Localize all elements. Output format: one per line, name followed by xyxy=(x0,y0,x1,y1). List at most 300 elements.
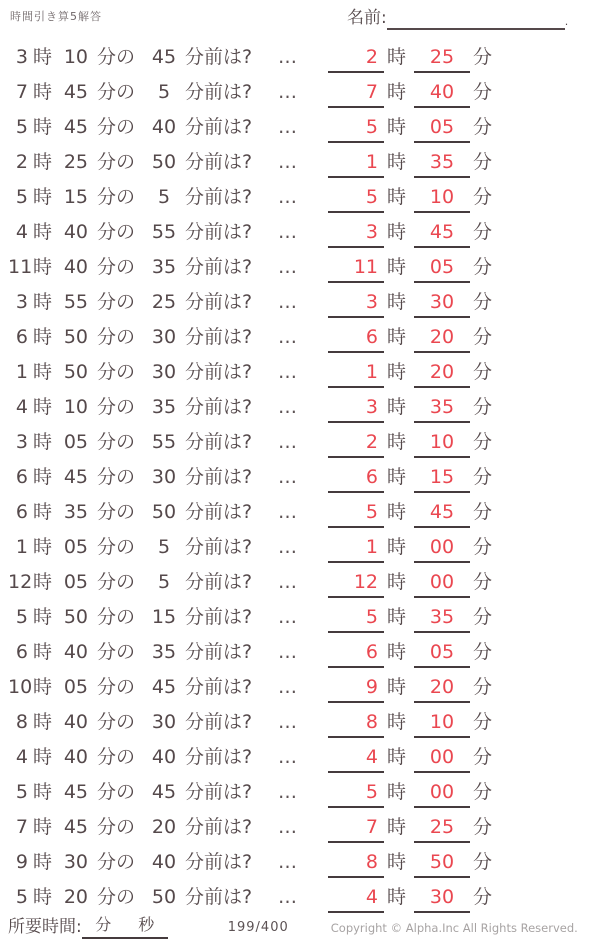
minute-suffix-label: 分 xyxy=(473,501,493,523)
answer-hour-blank xyxy=(328,845,384,880)
hour-suffix-label: 時 xyxy=(387,361,407,383)
answer-minute-blank xyxy=(414,75,470,110)
problem-row xyxy=(0,390,600,425)
answer-hour-value: 5 xyxy=(328,781,384,808)
ellipsis: … xyxy=(278,396,298,418)
hour-suffix-label: 時 xyxy=(33,781,53,803)
ellipsis: … xyxy=(278,851,298,873)
time-required-label: 所要時間: xyxy=(8,917,82,937)
minutes-before-question-label: 分前は? xyxy=(185,116,253,138)
hour-suffix-label: 時 xyxy=(33,571,53,593)
minutes-unit-label: 分 xyxy=(95,915,112,934)
minutes-before-question-label: 分前は? xyxy=(185,711,253,733)
answer-minute-value: 35 xyxy=(414,151,470,178)
answer-minute-value: 30 xyxy=(414,886,470,913)
hour-suffix-label: 時 xyxy=(387,81,407,103)
minutes-before-question-label: 分前は? xyxy=(185,746,253,768)
answer-hour-value: 2 xyxy=(328,431,384,458)
hour-suffix-label: 時 xyxy=(33,291,53,313)
problem-minute: 35 xyxy=(63,501,88,523)
ellipsis: … xyxy=(278,46,298,68)
hour-suffix-label: 時 xyxy=(387,116,407,138)
subtract-minutes: 5 xyxy=(157,536,171,558)
answer-minute-blank xyxy=(414,145,470,180)
hour-suffix-label: 時 xyxy=(387,781,407,803)
hour-suffix-label: 時 xyxy=(387,396,407,418)
ellipsis: … xyxy=(278,431,298,453)
minute-suffix-label: 分 xyxy=(473,396,493,418)
hour-suffix-label: 時 xyxy=(387,221,407,243)
answer-minute-blank xyxy=(414,600,470,635)
problem-hour: 3 xyxy=(15,291,28,313)
minute-suffix-label: 分 xyxy=(473,361,493,383)
ellipsis: … xyxy=(278,291,298,313)
problem-hour: 3 xyxy=(15,46,28,68)
hour-suffix-label: 時 xyxy=(33,501,53,523)
minutes-before-question-label: 分前は? xyxy=(185,606,253,628)
problem-hour: 5 xyxy=(15,606,28,628)
minute-suffix-label: 分 xyxy=(473,641,493,663)
name-line-period: . xyxy=(564,15,569,28)
answer-hour-value: 4 xyxy=(328,746,384,773)
ellipsis: … xyxy=(278,501,298,523)
problem-row xyxy=(0,75,600,110)
minute-of-label: 分の xyxy=(97,81,136,103)
minute-of-label: 分の xyxy=(97,396,136,418)
answer-hour-blank xyxy=(328,530,384,565)
problem-minute: 45 xyxy=(63,816,88,838)
problem-hour: 6 xyxy=(15,326,28,348)
answer-hour-blank xyxy=(328,355,384,390)
minute-suffix-label: 分 xyxy=(473,536,493,558)
problem-row xyxy=(0,285,600,320)
minutes-before-question-label: 分前は? xyxy=(185,256,253,278)
problem-minute: 20 xyxy=(63,886,88,908)
minutes-before-question-label: 分前は? xyxy=(185,676,253,698)
minute-of-label: 分の xyxy=(97,571,136,593)
minute-suffix-label: 分 xyxy=(473,886,493,908)
hour-suffix-label: 時 xyxy=(33,326,53,348)
ellipsis: … xyxy=(278,816,298,838)
problem-hour: 3 xyxy=(15,431,28,453)
answer-minute-blank xyxy=(414,390,470,425)
ellipsis: … xyxy=(278,536,298,558)
subtract-minutes: 55 xyxy=(151,221,177,243)
hour-suffix-label: 時 xyxy=(387,291,407,313)
hour-suffix-label: 時 xyxy=(387,501,407,523)
hour-suffix-label: 時 xyxy=(33,466,53,488)
problem-hour: 7 xyxy=(15,816,28,838)
minutes-before-question-label: 分前は? xyxy=(185,431,253,453)
hour-suffix-label: 時 xyxy=(387,536,407,558)
answer-minute-value: 45 xyxy=(414,221,470,248)
minute-suffix-label: 分 xyxy=(473,221,493,243)
minute-suffix-label: 分 xyxy=(473,291,493,313)
minute-of-label: 分の xyxy=(97,746,136,768)
answer-hour-value: 3 xyxy=(328,396,384,423)
answer-minute-value: 10 xyxy=(414,431,470,458)
answer-hour-value: 5 xyxy=(328,186,384,213)
hour-suffix-label: 時 xyxy=(33,641,53,663)
answer-hour-blank xyxy=(328,145,384,180)
ellipsis: … xyxy=(278,746,298,768)
ellipsis: … xyxy=(278,186,298,208)
minutes-before-question-label: 分前は? xyxy=(185,151,253,173)
minute-of-label: 分の xyxy=(97,186,136,208)
hour-suffix-label: 時 xyxy=(33,886,53,908)
answer-hour-blank xyxy=(328,75,384,110)
answer-minute-blank xyxy=(414,110,470,145)
minute-suffix-label: 分 xyxy=(473,46,493,68)
problem-row xyxy=(0,40,600,75)
minutes-before-question-label: 分前は? xyxy=(185,396,253,418)
minutes-before-question-label: 分前は? xyxy=(185,361,253,383)
hour-suffix-label: 時 xyxy=(387,46,407,68)
answer-hour-value: 3 xyxy=(328,291,384,318)
minute-suffix-label: 分 xyxy=(473,816,493,838)
subtract-minutes: 40 xyxy=(151,116,177,138)
answer-minute-blank xyxy=(414,670,470,705)
problem-row xyxy=(0,355,600,390)
answer-minute-value: 10 xyxy=(414,186,470,213)
minute-suffix-label: 分 xyxy=(473,81,493,103)
answer-hour-value: 5 xyxy=(328,501,384,528)
answer-minute-value: 05 xyxy=(414,256,470,283)
answer-hour-value: 5 xyxy=(328,606,384,633)
subtract-minutes: 40 xyxy=(151,746,177,768)
answer-minute-blank xyxy=(414,810,470,845)
problem-hour: 11 xyxy=(8,256,33,278)
problem-row xyxy=(0,180,600,215)
minute-of-label: 分の xyxy=(97,816,136,838)
subtract-minutes: 40 xyxy=(151,851,177,873)
name-field xyxy=(347,6,568,30)
problem-row xyxy=(0,880,600,915)
answer-minute-value: 05 xyxy=(414,116,470,143)
answer-minute-blank xyxy=(414,880,470,915)
hour-suffix-label: 時 xyxy=(33,606,53,628)
answer-minute-blank xyxy=(414,285,470,320)
minute-of-label: 分の xyxy=(97,466,136,488)
problem-row xyxy=(0,110,600,145)
hour-suffix-label: 時 xyxy=(387,711,407,733)
answer-hour-blank xyxy=(328,635,384,670)
answer-hour-blank xyxy=(328,425,384,460)
minute-of-label: 分の xyxy=(97,851,136,873)
problem-minute: 55 xyxy=(63,291,88,313)
minutes-before-question-label: 分前は? xyxy=(185,46,253,68)
problem-minute: 40 xyxy=(63,221,88,243)
ellipsis: … xyxy=(278,641,298,663)
subtract-minutes: 45 xyxy=(151,676,177,698)
subtract-minutes: 30 xyxy=(151,361,177,383)
minutes-before-question-label: 分前は? xyxy=(185,816,253,838)
answer-hour-blank xyxy=(328,775,384,810)
problem-minute: 45 xyxy=(63,116,88,138)
answer-hour-value: 5 xyxy=(328,116,384,143)
problem-row xyxy=(0,530,600,565)
minutes-before-question-label: 分前は? xyxy=(185,641,253,663)
hour-suffix-label: 時 xyxy=(387,326,407,348)
answer-hour-value: 6 xyxy=(328,641,384,668)
answer-hour-blank xyxy=(328,810,384,845)
minutes-before-question-label: 分前は? xyxy=(185,291,253,313)
answer-minute-blank xyxy=(414,425,470,460)
subtract-minutes: 45 xyxy=(151,46,177,68)
answer-minute-value: 00 xyxy=(414,781,470,808)
name-label: 名前: xyxy=(347,8,387,28)
hour-suffix-label: 時 xyxy=(33,186,53,208)
minute-of-label: 分の xyxy=(97,536,136,558)
answer-hour-blank xyxy=(328,40,384,75)
subtract-minutes: 15 xyxy=(151,606,177,628)
hour-suffix-label: 時 xyxy=(387,571,407,593)
hour-suffix-label: 時 xyxy=(33,816,53,838)
answer-minute-value: 35 xyxy=(414,396,470,423)
ellipsis: … xyxy=(278,151,298,173)
problem-minute: 05 xyxy=(63,676,88,698)
answer-minute-value: 05 xyxy=(414,641,470,668)
problem-row xyxy=(0,740,600,775)
minute-suffix-label: 分 xyxy=(473,851,493,873)
answer-hour-value: 6 xyxy=(328,466,384,493)
problem-list xyxy=(0,40,600,915)
problem-hour: 5 xyxy=(15,186,28,208)
minute-of-label: 分の xyxy=(97,886,136,908)
problem-row xyxy=(0,495,600,530)
problem-hour: 9 xyxy=(15,851,28,873)
answer-minute-value: 30 xyxy=(414,291,470,318)
problem-hour: 6 xyxy=(15,466,28,488)
hour-suffix-label: 時 xyxy=(387,606,407,628)
problem-hour: 8 xyxy=(15,711,28,733)
minutes-before-question-label: 分前は? xyxy=(185,221,253,243)
minute-suffix-label: 分 xyxy=(473,186,493,208)
answer-minute-blank xyxy=(414,740,470,775)
subtract-minutes: 30 xyxy=(151,466,177,488)
hour-suffix-label: 時 xyxy=(33,711,53,733)
answer-hour-blank xyxy=(328,705,384,740)
answer-minute-blank xyxy=(414,635,470,670)
problem-minute: 50 xyxy=(63,606,88,628)
ellipsis: … xyxy=(278,781,298,803)
problem-row xyxy=(0,810,600,845)
answer-hour-value: 7 xyxy=(328,816,384,843)
minute-of-label: 分の xyxy=(97,676,136,698)
minutes-before-question-label: 分前は? xyxy=(185,781,253,803)
answer-hour-blank xyxy=(328,670,384,705)
problem-minute: 50 xyxy=(63,361,88,383)
answer-minute-blank xyxy=(414,180,470,215)
ellipsis: … xyxy=(278,81,298,103)
problem-minute: 15 xyxy=(63,186,88,208)
problem-minute: 40 xyxy=(63,256,88,278)
subtract-minutes: 5 xyxy=(157,186,171,208)
answer-hour-blank xyxy=(328,110,384,145)
problem-row xyxy=(0,705,600,740)
hour-suffix-label: 時 xyxy=(387,256,407,278)
footer xyxy=(0,914,600,939)
answer-minute-blank xyxy=(414,705,470,740)
problem-hour: 5 xyxy=(15,886,28,908)
problem-row xyxy=(0,600,600,635)
hour-suffix-label: 時 xyxy=(387,851,407,873)
hour-suffix-label: 時 xyxy=(33,746,53,768)
minute-suffix-label: 分 xyxy=(473,746,493,768)
answer-hour-value: 12 xyxy=(328,571,384,598)
problem-minute: 40 xyxy=(63,711,88,733)
minutes-before-question-label: 分前は? xyxy=(185,886,253,908)
problem-row xyxy=(0,425,600,460)
problem-minute: 30 xyxy=(63,851,88,873)
answer-hour-value: 1 xyxy=(328,151,384,178)
problem-hour: 10 xyxy=(8,676,33,698)
hour-suffix-label: 時 xyxy=(387,816,407,838)
minute-of-label: 分の xyxy=(97,151,136,173)
answer-hour-value: 3 xyxy=(328,221,384,248)
minute-suffix-label: 分 xyxy=(473,781,493,803)
problem-row xyxy=(0,565,600,600)
answer-minute-value: 40 xyxy=(414,81,470,108)
minute-of-label: 分の xyxy=(97,291,136,313)
problem-minute: 05 xyxy=(63,571,88,593)
problem-hour: 5 xyxy=(15,781,28,803)
subtract-minutes: 55 xyxy=(151,431,177,453)
minutes-before-question-label: 分前は? xyxy=(185,501,253,523)
answer-hour-value: 4 xyxy=(328,886,384,913)
minute-suffix-label: 分 xyxy=(473,256,493,278)
answer-hour-value: 8 xyxy=(328,711,384,738)
answer-hour-value: 6 xyxy=(328,326,384,353)
answer-minute-blank xyxy=(414,775,470,810)
answer-minute-value: 00 xyxy=(414,746,470,773)
problem-row xyxy=(0,845,600,880)
subtract-minutes: 5 xyxy=(157,81,171,103)
answer-hour-blank xyxy=(328,460,384,495)
answer-minute-value: 35 xyxy=(414,606,470,633)
subtract-minutes: 50 xyxy=(151,886,177,908)
minute-suffix-label: 分 xyxy=(473,676,493,698)
seconds-unit-label: 秒 xyxy=(138,915,155,934)
hour-suffix-label: 時 xyxy=(33,396,53,418)
subtract-minutes: 50 xyxy=(151,501,177,523)
problem-hour: 1 xyxy=(15,361,28,383)
answer-minute-blank xyxy=(414,460,470,495)
answer-minute-value: 45 xyxy=(414,501,470,528)
answer-hour-blank xyxy=(328,250,384,285)
subtract-minutes: 5 xyxy=(157,571,171,593)
problem-row xyxy=(0,250,600,285)
subtract-minutes: 35 xyxy=(151,396,177,418)
minutes-before-question-label: 分前は? xyxy=(185,81,253,103)
ellipsis: … xyxy=(278,221,298,243)
minute-of-label: 分の xyxy=(97,711,136,733)
answer-hour-value: 1 xyxy=(328,536,384,563)
answer-hour-blank xyxy=(328,495,384,530)
ellipsis: … xyxy=(278,571,298,593)
hour-suffix-label: 時 xyxy=(387,431,407,453)
answer-hour-blank xyxy=(328,215,384,250)
minute-suffix-label: 分 xyxy=(473,466,493,488)
ellipsis: … xyxy=(278,466,298,488)
answer-hour-blank xyxy=(328,565,384,600)
answer-minute-blank xyxy=(414,845,470,880)
answer-hour-blank xyxy=(328,390,384,425)
problem-minute: 50 xyxy=(63,326,88,348)
problem-hour: 7 xyxy=(15,81,28,103)
subtract-minutes: 35 xyxy=(151,641,177,663)
answer-minute-value: 00 xyxy=(414,571,470,598)
minutes-before-question-label: 分前は? xyxy=(185,571,253,593)
problem-row xyxy=(0,635,600,670)
hour-suffix-label: 時 xyxy=(33,431,53,453)
problem-row xyxy=(0,775,600,810)
hour-suffix-label: 時 xyxy=(387,186,407,208)
hour-suffix-label: 時 xyxy=(33,676,53,698)
answer-hour-value: 1 xyxy=(328,361,384,388)
hour-suffix-label: 時 xyxy=(387,886,407,908)
answer-minute-value: 10 xyxy=(414,711,470,738)
problem-minute: 25 xyxy=(63,151,88,173)
hour-suffix-label: 時 xyxy=(33,361,53,383)
subtract-minutes: 30 xyxy=(151,326,177,348)
problem-hour: 4 xyxy=(15,746,28,768)
problem-hour: 5 xyxy=(15,116,28,138)
subtract-minutes: 25 xyxy=(151,291,177,313)
answer-minute-blank xyxy=(414,530,470,565)
answer-minute-blank xyxy=(414,250,470,285)
hour-suffix-label: 時 xyxy=(33,256,53,278)
subtract-minutes: 30 xyxy=(151,711,177,733)
subtract-minutes: 20 xyxy=(151,816,177,838)
answer-minute-blank xyxy=(414,40,470,75)
ellipsis: … xyxy=(278,116,298,138)
hour-suffix-label: 時 xyxy=(387,641,407,663)
answer-minute-value: 50 xyxy=(414,851,470,878)
answer-hour-value: 7 xyxy=(328,81,384,108)
hour-suffix-label: 時 xyxy=(33,116,53,138)
problem-minute: 05 xyxy=(63,431,88,453)
minute-of-label: 分の xyxy=(97,781,136,803)
minute-of-label: 分の xyxy=(97,606,136,628)
hour-suffix-label: 時 xyxy=(33,46,53,68)
answer-hour-blank xyxy=(328,320,384,355)
problem-minute: 40 xyxy=(63,641,88,663)
ellipsis: … xyxy=(278,711,298,733)
problem-row xyxy=(0,320,600,355)
problem-row xyxy=(0,215,600,250)
answer-minute-value: 00 xyxy=(414,536,470,563)
answer-minute-blank xyxy=(414,355,470,390)
minute-of-label: 分の xyxy=(97,256,136,278)
hour-suffix-label: 時 xyxy=(387,466,407,488)
ellipsis: … xyxy=(278,361,298,383)
ellipsis: … xyxy=(278,326,298,348)
hour-suffix-label: 時 xyxy=(387,151,407,173)
answer-hour-blank xyxy=(328,880,384,915)
minutes-before-question-label: 分前は? xyxy=(185,851,253,873)
problem-hour: 1 xyxy=(15,536,28,558)
name-blank-line xyxy=(387,6,565,30)
hour-suffix-label: 時 xyxy=(33,851,53,873)
minutes-before-question-label: 分前は? xyxy=(185,466,253,488)
minute-of-label: 分の xyxy=(97,46,136,68)
minute-suffix-label: 分 xyxy=(473,151,493,173)
hour-suffix-label: 時 xyxy=(33,81,53,103)
problem-hour: 12 xyxy=(8,571,33,593)
hour-suffix-label: 時 xyxy=(33,221,53,243)
problem-minute: 45 xyxy=(63,466,88,488)
